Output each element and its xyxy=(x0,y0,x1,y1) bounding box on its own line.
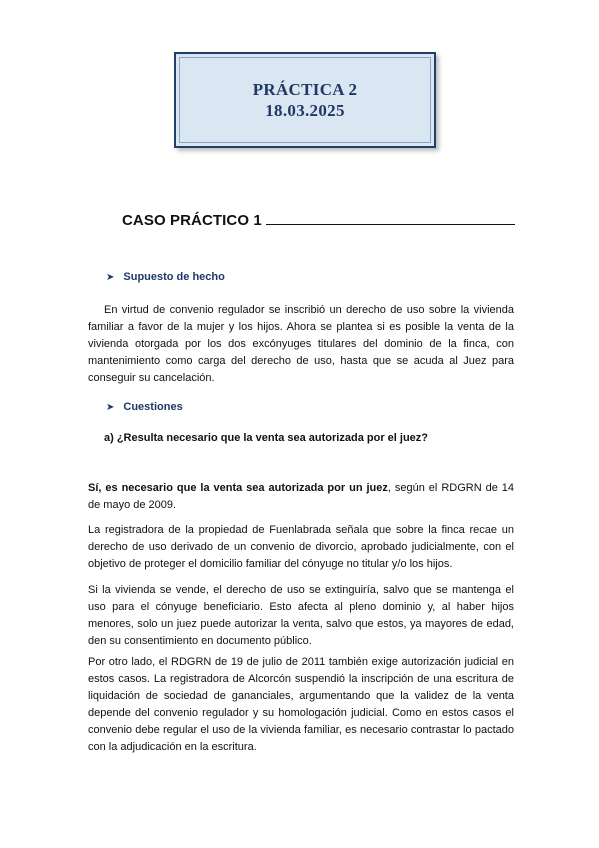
arrow-bullet-icon: ➤ xyxy=(106,401,115,413)
answer-paragraph-4: Por otro lado, el RDGRN de 19 de julio de 2011 también exige autorización judicial en estos casos. La registradora de Alcorcón suspendió la inscripción de una escritura de liquidación de sociedad de gananciales, argumentando que la validez de la venta depende del convenio regulador y su homologación judicial. Como en estos casos el convenio debe regular el uso de la vivienda familiar, es necesario contrastar lo pactado con la adjudicación en la escritura. xyxy=(88,656,514,753)
facts-paragraph: En virtud de convenio regulador se inscribió un derecho de uso sobre la vivienda familiar a favor de la mujer y los hijos. Ahora se plantea si es posible la venta de la vivienda otorgada por los dos excónyuges titulares del dominio de la finca, con mantenimiento como carga del derecho de uso, hasta que se acuda al Juez para conseguir su cancelación. xyxy=(88,304,514,384)
questions-heading xyxy=(106,401,183,413)
page-title: PRÁCTICA 2 xyxy=(252,80,358,99)
answer-lead-rest: , según el RDGRN de 14 de mayo de 2009. xyxy=(88,482,515,511)
question-a: a) ¿Resulta necesario que la venta sea autorizada por el juez? xyxy=(104,432,428,444)
arrow-bullet-icon: ➤ xyxy=(106,271,115,283)
answer-lead-bold: Sí, es necesario que la venta sea autorizada por un juez xyxy=(88,482,388,494)
page-date: 18.03.2025 xyxy=(265,101,345,120)
title-box xyxy=(174,52,436,148)
facts-heading xyxy=(106,271,225,283)
case-title-blank-line xyxy=(266,210,515,225)
answer-paragraph-1 xyxy=(88,480,514,514)
case-title xyxy=(122,210,515,229)
answer-paragraph-3: Si la vivienda se vende, el derecho de uso se extinguiría, salvo que se mantenga el uso para el cónyuge beneficiario. Esto afecta al pleno dominio y, al haber hijos menores, solo un juez puede autorizar la venta, salvo que estos, ya mayores de edad, den su consentimiento en documento público. xyxy=(88,584,514,647)
questions-heading-label: Cuestiones xyxy=(123,401,183,413)
answer-paragraph-2: La registradora de la propiedad de Fuenlabrada señala que sobre la finca recae un derecho de uso derivado de un convenio de divorcio, aprobado judicialmente, con el objetivo de proteger el domicilio familiar del cónyuge no titular y/o los hijos. xyxy=(88,524,514,570)
case-title-text: CASO PRÁCTICO 1 xyxy=(122,212,262,229)
facts-heading-label: Supuesto de hecho xyxy=(123,271,225,283)
